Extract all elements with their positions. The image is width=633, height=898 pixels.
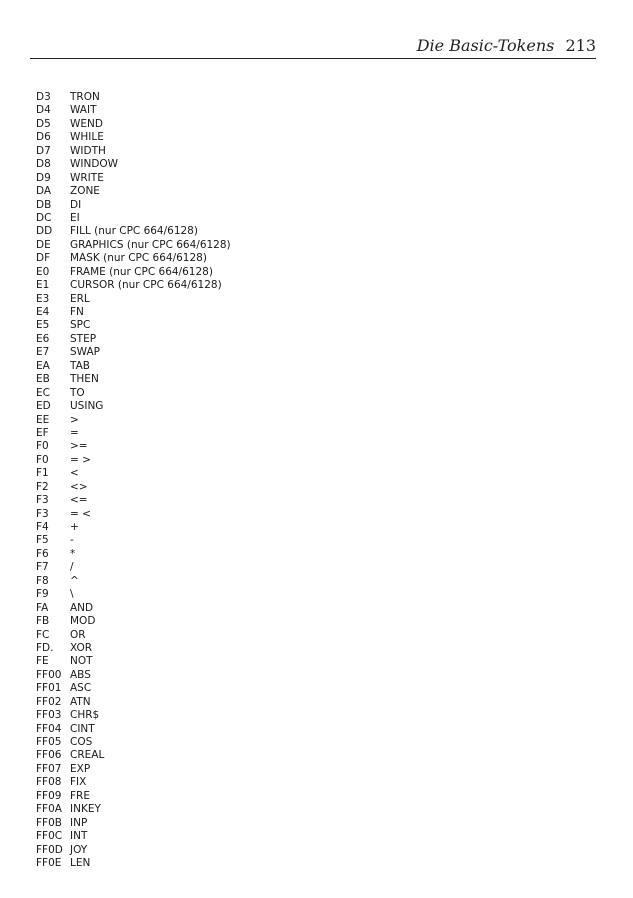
token-code: F3 bbox=[36, 507, 49, 520]
token-code: F9 bbox=[36, 588, 49, 601]
token-row bbox=[36, 534, 231, 547]
token-row bbox=[36, 844, 231, 857]
header-text bbox=[417, 36, 596, 55]
token-code: F3 bbox=[36, 494, 49, 507]
token-name: ASC bbox=[70, 682, 92, 695]
token-row bbox=[36, 548, 231, 561]
token-code: FF04 bbox=[36, 722, 62, 735]
token-code: DC bbox=[36, 211, 52, 224]
token-code: D3 bbox=[36, 91, 51, 103]
token-name: CURSOR (nur CPC 664/6128) bbox=[70, 279, 222, 292]
token-name: >= bbox=[70, 440, 88, 453]
token-code: ED bbox=[36, 400, 51, 413]
token-code: FA bbox=[36, 601, 49, 614]
token-code: E1 bbox=[36, 279, 50, 292]
token-code: FF02 bbox=[36, 695, 62, 708]
token-row bbox=[36, 481, 231, 494]
token-name: EI bbox=[70, 211, 80, 224]
token-name: + bbox=[70, 521, 79, 533]
token-name: WRITE bbox=[70, 171, 104, 184]
token-row bbox=[36, 682, 231, 695]
token-row bbox=[36, 642, 231, 655]
token-code: FF0C bbox=[36, 830, 63, 843]
token-row bbox=[36, 615, 231, 628]
token-code: DE bbox=[36, 238, 51, 251]
token-code: D9 bbox=[36, 171, 51, 184]
token-code: FF00 bbox=[36, 668, 62, 681]
token-row bbox=[36, 104, 231, 117]
token-code: FE bbox=[36, 655, 49, 668]
token-row bbox=[36, 333, 231, 346]
token-code: F1 bbox=[36, 467, 49, 480]
token-row bbox=[36, 602, 231, 615]
token-row bbox=[36, 575, 231, 588]
token-row bbox=[36, 118, 231, 131]
token-name: ^ bbox=[70, 574, 79, 587]
token-row bbox=[36, 400, 231, 413]
token-code: E6 bbox=[36, 332, 50, 345]
token-row bbox=[36, 857, 231, 870]
token-row bbox=[36, 508, 231, 521]
token-name: WAIT bbox=[70, 104, 97, 117]
token-code: FC bbox=[36, 628, 50, 641]
token-name: SWAP bbox=[70, 346, 100, 359]
token-row bbox=[36, 199, 231, 212]
token-name: TO bbox=[70, 386, 85, 399]
token-row bbox=[36, 252, 231, 265]
token-row bbox=[36, 387, 231, 400]
token-row bbox=[36, 346, 231, 359]
token-name: WIDTH bbox=[70, 144, 106, 157]
token-name: FN bbox=[70, 306, 84, 318]
token-row bbox=[36, 749, 231, 762]
token-code: FF0A bbox=[36, 803, 62, 816]
token-code: FF0D bbox=[36, 843, 63, 856]
token-name: TRON bbox=[70, 91, 100, 103]
token-name: JOY bbox=[70, 843, 88, 856]
token-code: F6 bbox=[36, 547, 49, 560]
token-row bbox=[36, 225, 231, 238]
token-row bbox=[36, 655, 231, 668]
token-name: FIX bbox=[70, 776, 87, 789]
token-name: WINDOW bbox=[70, 158, 119, 171]
token-row bbox=[36, 790, 231, 803]
token-name: / bbox=[70, 561, 74, 574]
token-name: - bbox=[70, 534, 74, 547]
token-row bbox=[36, 306, 231, 319]
token-code: EB bbox=[36, 373, 50, 386]
token-row bbox=[36, 414, 231, 427]
token-name: CHR$ bbox=[70, 709, 100, 722]
token-code: E4 bbox=[36, 306, 50, 318]
token-row bbox=[36, 145, 231, 158]
token-row bbox=[36, 172, 231, 185]
token-code: FF05 bbox=[36, 736, 62, 748]
token-code: DB bbox=[36, 198, 52, 211]
token-name: NOT bbox=[70, 655, 93, 668]
token-row bbox=[36, 131, 231, 144]
token-name: ZONE bbox=[70, 185, 100, 198]
token-code: EC bbox=[36, 386, 50, 399]
token-row bbox=[36, 723, 231, 736]
token-row bbox=[36, 776, 231, 789]
token-name: ATN bbox=[70, 695, 91, 708]
token-row bbox=[36, 588, 231, 601]
token-code: F2 bbox=[36, 480, 49, 493]
token-row bbox=[36, 629, 231, 642]
token-name: FRAME (nur CPC 664/6128) bbox=[70, 265, 213, 278]
token-row bbox=[36, 494, 231, 507]
token-code: D5 bbox=[36, 117, 51, 130]
token-code: E7 bbox=[36, 346, 50, 359]
token-code: FF03 bbox=[36, 709, 62, 722]
token-code: FF08 bbox=[36, 776, 62, 789]
token-name: INT bbox=[70, 830, 88, 843]
token-name: INKEY bbox=[70, 803, 101, 816]
token-row bbox=[36, 91, 231, 104]
token-name: INP bbox=[70, 816, 88, 829]
token-name: GRAPHICS (nur CPC 664/6128) bbox=[70, 238, 231, 251]
token-name: WEND bbox=[70, 117, 103, 130]
token-row bbox=[36, 454, 231, 467]
token-row bbox=[36, 185, 231, 198]
token-name: = > bbox=[70, 453, 91, 466]
token-code: DF bbox=[36, 252, 51, 265]
token-row bbox=[36, 696, 231, 709]
page-number: 213 bbox=[565, 36, 596, 55]
token-name: DI bbox=[70, 198, 82, 211]
token-code: D7 bbox=[36, 144, 51, 157]
token-code: F5 bbox=[36, 534, 49, 547]
token-name: < bbox=[70, 467, 79, 480]
token-row bbox=[36, 279, 231, 292]
running-title: Die Basic-Tokens bbox=[416, 36, 555, 55]
token-name: > bbox=[70, 413, 79, 426]
token-name: <> bbox=[70, 480, 88, 493]
token-code: F8 bbox=[36, 574, 49, 587]
page-header bbox=[30, 34, 596, 59]
token-name: CREAL bbox=[70, 749, 105, 762]
token-name: MASK (nur CPC 664/6128) bbox=[70, 252, 207, 265]
token-code: FB bbox=[36, 615, 50, 628]
token-code: E0 bbox=[36, 265, 50, 278]
token-row bbox=[36, 521, 231, 534]
token-name: MOD bbox=[70, 615, 96, 628]
token-code: DD bbox=[36, 225, 53, 238]
token-name: LEN bbox=[70, 856, 91, 869]
token-name: ERL bbox=[70, 292, 90, 305]
token-code: FF07 bbox=[36, 762, 62, 775]
token-row bbox=[36, 319, 231, 332]
token-row bbox=[36, 803, 231, 816]
token-code: F0 bbox=[36, 453, 49, 466]
token-row bbox=[36, 467, 231, 480]
token-list bbox=[36, 91, 231, 870]
token-name: FILL (nur CPC 664/6128) bbox=[70, 225, 198, 238]
token-name: STEP bbox=[70, 332, 97, 345]
token-name: WHILE bbox=[70, 131, 104, 144]
token-row bbox=[36, 239, 231, 252]
token-code: F7 bbox=[36, 561, 49, 574]
token-row bbox=[36, 736, 231, 749]
token-code: E5 bbox=[36, 319, 50, 332]
token-row bbox=[36, 427, 231, 440]
token-name: TAB bbox=[70, 359, 90, 372]
token-name: <= bbox=[70, 494, 88, 507]
token-row bbox=[36, 669, 231, 682]
token-name: USING bbox=[70, 400, 104, 413]
token-name: \ bbox=[70, 588, 74, 601]
token-code: FF0B bbox=[36, 816, 62, 829]
token-code: D4 bbox=[36, 104, 51, 117]
token-name: AND bbox=[70, 601, 94, 614]
token-code: FF0E bbox=[36, 856, 62, 869]
token-row bbox=[36, 293, 231, 306]
token-name: SPC bbox=[70, 319, 91, 332]
token-row bbox=[36, 360, 231, 373]
token-code: FD. bbox=[36, 641, 54, 654]
token-code: D8 bbox=[36, 158, 51, 171]
token-code: F4 bbox=[36, 521, 49, 533]
token-code: D6 bbox=[36, 131, 51, 144]
token-row bbox=[36, 266, 231, 279]
token-row bbox=[36, 561, 231, 574]
token-code: F0 bbox=[36, 440, 49, 453]
token-code: FF09 bbox=[36, 789, 62, 802]
token-name: = bbox=[70, 426, 79, 439]
token-name: COS bbox=[70, 736, 93, 748]
token-row bbox=[36, 373, 231, 386]
token-row bbox=[36, 763, 231, 776]
token-name: XOR bbox=[70, 641, 93, 654]
token-row bbox=[36, 709, 231, 722]
token-row bbox=[36, 817, 231, 830]
token-row bbox=[36, 212, 231, 225]
token-row bbox=[36, 158, 231, 171]
token-row bbox=[36, 830, 231, 843]
token-code: FF01 bbox=[36, 682, 62, 695]
token-name: CINT bbox=[70, 722, 95, 735]
token-name: = < bbox=[70, 507, 91, 520]
token-code: FF06 bbox=[36, 749, 62, 762]
token-name: EXP bbox=[70, 762, 91, 775]
token-row bbox=[36, 440, 231, 453]
token-code: EF bbox=[36, 426, 49, 439]
token-name: THEN bbox=[70, 373, 99, 386]
token-name: OR bbox=[70, 628, 86, 641]
token-name: * bbox=[70, 547, 76, 560]
token-code: E3 bbox=[36, 292, 50, 305]
token-code: DA bbox=[36, 185, 52, 198]
token-code: EA bbox=[36, 359, 50, 372]
token-code: EE bbox=[36, 413, 50, 426]
token-name: ABS bbox=[70, 668, 91, 681]
token-name: FRE bbox=[70, 789, 90, 802]
